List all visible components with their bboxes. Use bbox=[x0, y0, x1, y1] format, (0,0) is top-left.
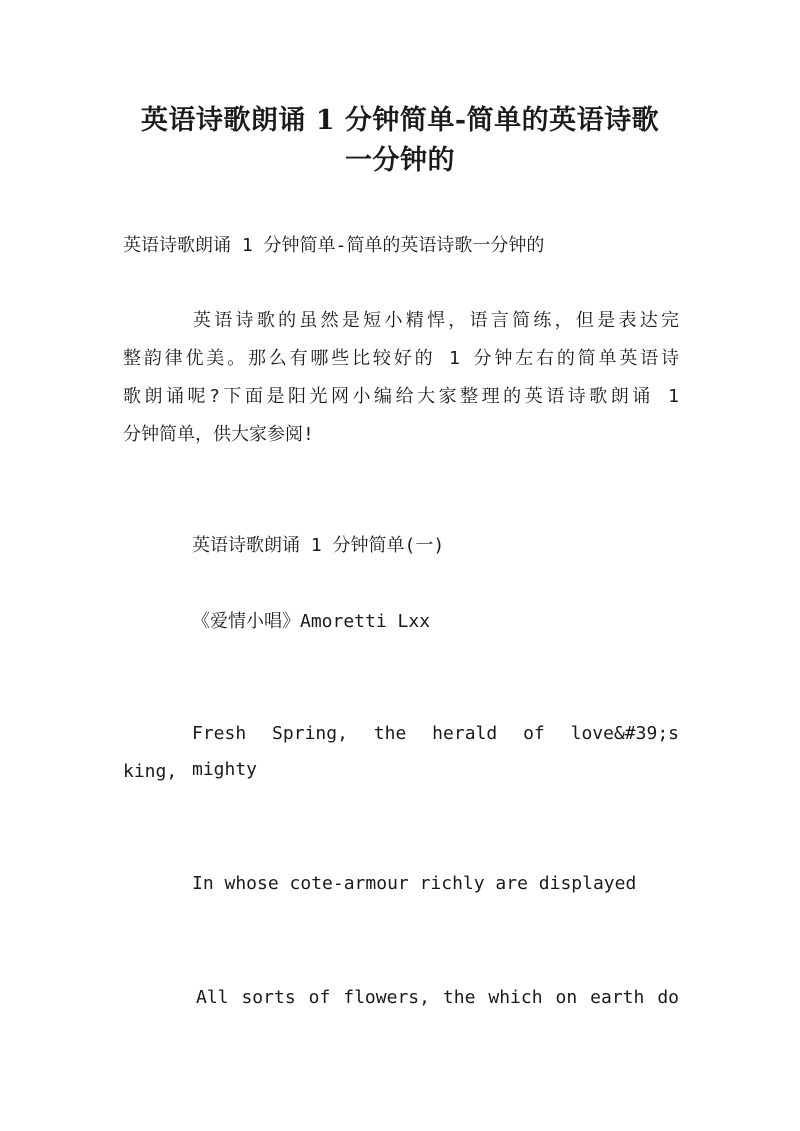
document-title-line-1: 英语诗歌朗诵 1 分钟简单-简单的英语诗歌 bbox=[140, 105, 660, 136]
intro-line: 分钟简单，供大家参阅! bbox=[123, 424, 314, 445]
poem-verse-line: All sorts of flowers, the which on earth do bbox=[196, 987, 679, 1008]
document-title-line-2: 一分钟的 bbox=[345, 145, 455, 176]
intro-line: 整韵律优美。那么有哪些比较好的 1 分钟左右的简单英语诗 bbox=[123, 348, 679, 369]
document-subtitle: 英语诗歌朗诵 1 分钟简单-简单的英语诗歌一分钟的 bbox=[123, 235, 545, 256]
poem-title: 《爱情小唱》Amoretti Lxx bbox=[192, 611, 431, 632]
poem-verse-line: king, bbox=[123, 761, 178, 782]
section-heading: 英语诗歌朗诵 1 分钟简单(一) bbox=[192, 535, 445, 556]
intro-line: 英语诗歌的虽然是短小精悍，语言简练，但是表达完 bbox=[193, 310, 679, 331]
intro-paragraph bbox=[123, 302, 679, 454]
poem-verse-line: In whose cote-armour richly are displayed bbox=[192, 873, 637, 894]
intro-line: 歌朗诵呢?下面是阳光网小编给大家整理的英语诗歌朗诵 1 bbox=[123, 386, 679, 407]
poem-verse-line: Fresh Spring, the herald of love&#39;s mighty bbox=[192, 723, 679, 780]
